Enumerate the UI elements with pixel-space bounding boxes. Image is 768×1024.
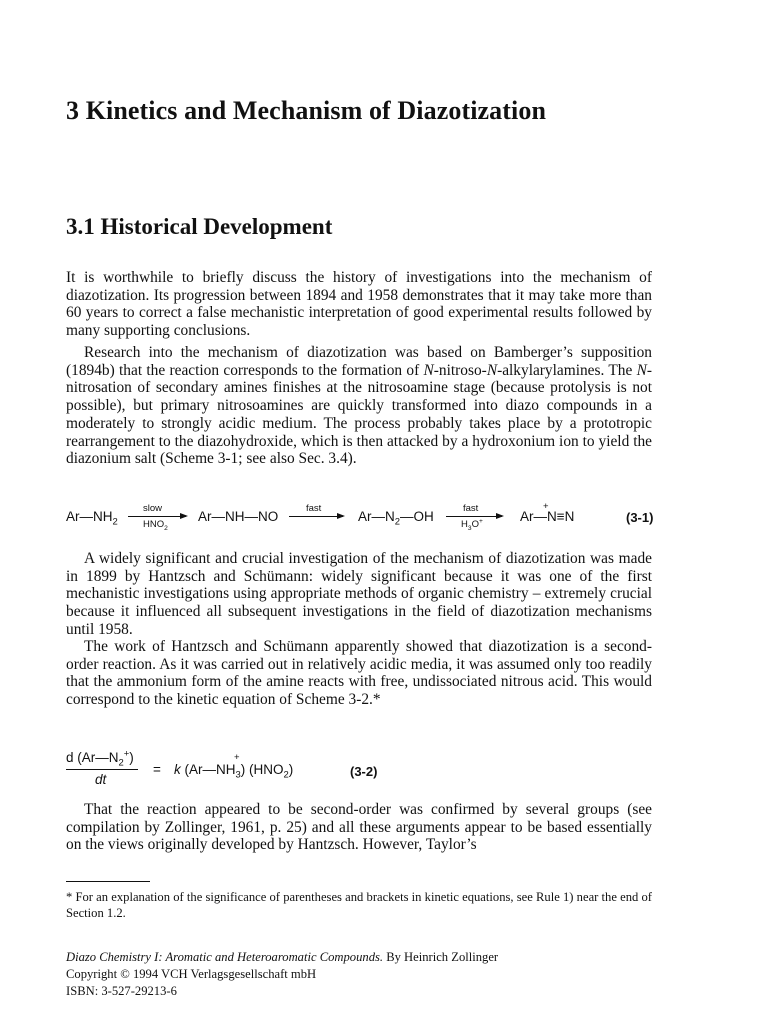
copyright-line: Copyright © 1994 VCH Verlagsgesellschaft mbH — [66, 967, 317, 981]
paragraph-2-text-c: -alkylarylamines. The — [497, 361, 637, 379]
book-author: By Heinrich Zollinger — [383, 950, 499, 964]
book-title: Diazo Chemistry I: Aromatic and Heteroaromatic Compounds. — [66, 950, 384, 964]
scheme-3-2-fraction-bar — [66, 769, 138, 770]
paragraph-5: That the reaction appeared to be second-order was confirmed by several groups (see compilation by Zollinger, 1961, p. 25) and all these arguments appear to be based essentially on the views originally developed by Hantzsch. However, Taylor’s — [66, 801, 652, 854]
scheme-3-1-species-4: Ar—N≡N — [520, 509, 575, 524]
scheme-3-1-species-1: $Ar—NH_2$ — [66, 509, 118, 528]
scheme-3-1-label: (3-1) — [626, 510, 654, 525]
scheme-3-1-species-2: Ar—NH—NO — [198, 509, 279, 524]
paragraph-2-italic-n1: N — [423, 361, 434, 379]
scheme-3-1-arrow-3-top: fast — [463, 503, 479, 514]
footnote-rule — [66, 881, 150, 882]
scheme-3-2-rhs: k $(Ar—NH_3)$ $(HNO_2)$ — [174, 762, 294, 781]
scheme-3-1-arrow-1-bottom: $HNO_2$ — [143, 519, 168, 532]
paragraph-3: A widely significant and crucial investigation of the mechanism of diazotization was made in 1899 by Hantzsch and Schümann: widely significant because it was one of the first mechanistic investigations using appropriate methods of organic chemistry – extremely crucial because it influenced all subsequent investigations in the field of diazotization mechanisms until 1958. — [66, 550, 652, 638]
scheme-3-2-positive-charge: + — [234, 752, 240, 763]
paragraph-2-text-a: Research into the mechanism of diazotization was based on Bamberger’s supposition (1894b) that the reaction corresponds to the formation of — [66, 344, 652, 379]
paragraph-2-italic-n3: N — [636, 361, 647, 379]
paragraph-2-text-b: -nitroso- — [433, 361, 487, 379]
isbn-line: ISBN: 3-527-29213-6 — [66, 984, 177, 998]
scheme-3-1-arrow-2-top: fast — [306, 503, 322, 514]
scheme-3-2-label: (3-2) — [350, 764, 378, 779]
paragraph-1: It is worthwhile to briefly discuss the history of investigations into the mechanism of diazotization. Its progression between 1894 and 1958 demonstrates that it may take more than 60 years to correct a false mechanistic interpretation of good experimental results followed by many supporting conclusions. — [66, 269, 652, 340]
scheme-3-1-arrow-3-bottom: $H_3O^+$ — [461, 517, 483, 532]
footnote: * For an explanation of the significance of parentheses and brackets in kinetic equations, see Rule 1) near the end of Section 1.2. — [66, 890, 652, 920]
scheme-3-1-positive-charge: + — [543, 501, 549, 512]
paragraph-4: The work of Hantzsch and Schümann apparently showed that diazotization is a second-order reaction. As it was carried out in relatively acidic media, it was assumed only too readily that the ammonium form of the amine reacts with free, undissociated nitrous acid. This would correspond to the kinetic equation of Scheme 3-2.* — [66, 638, 652, 709]
chapter-title: 3 Kinetics and Mechanism of Diazotization — [66, 96, 547, 125]
paragraph-2-italic-n2: N — [486, 361, 498, 379]
scheme-3-2-numerator: d $(Ar—N_2^+)$ — [66, 748, 134, 769]
section-title: 3.1 Historical Development — [66, 214, 333, 239]
scheme-3-1-arrow-1-top: slow — [143, 503, 163, 514]
paragraph-2-text-d: -nitrosation of secondary amines finishes at the nitrosoamine stage (because protolysis is not possible), but primary nitrosoamines are quickly transformed into diazo compounds in a moderately to strongly acidic medium. The process probably takes place by a prototropic rearrangement to the diazohydroxide, which is then attacked by a hydroxonium ion to yield the diazonium salt (Scheme 3-1; see also Sec. 3.4). — [66, 361, 653, 468]
book-citation — [66, 949, 498, 965]
scheme-3-2-equals: = — [153, 762, 161, 777]
scheme-3-1-species-3: $Ar—N_2—OH$ — [358, 509, 434, 528]
scheme-3-2-denominator: dt — [95, 772, 107, 787]
